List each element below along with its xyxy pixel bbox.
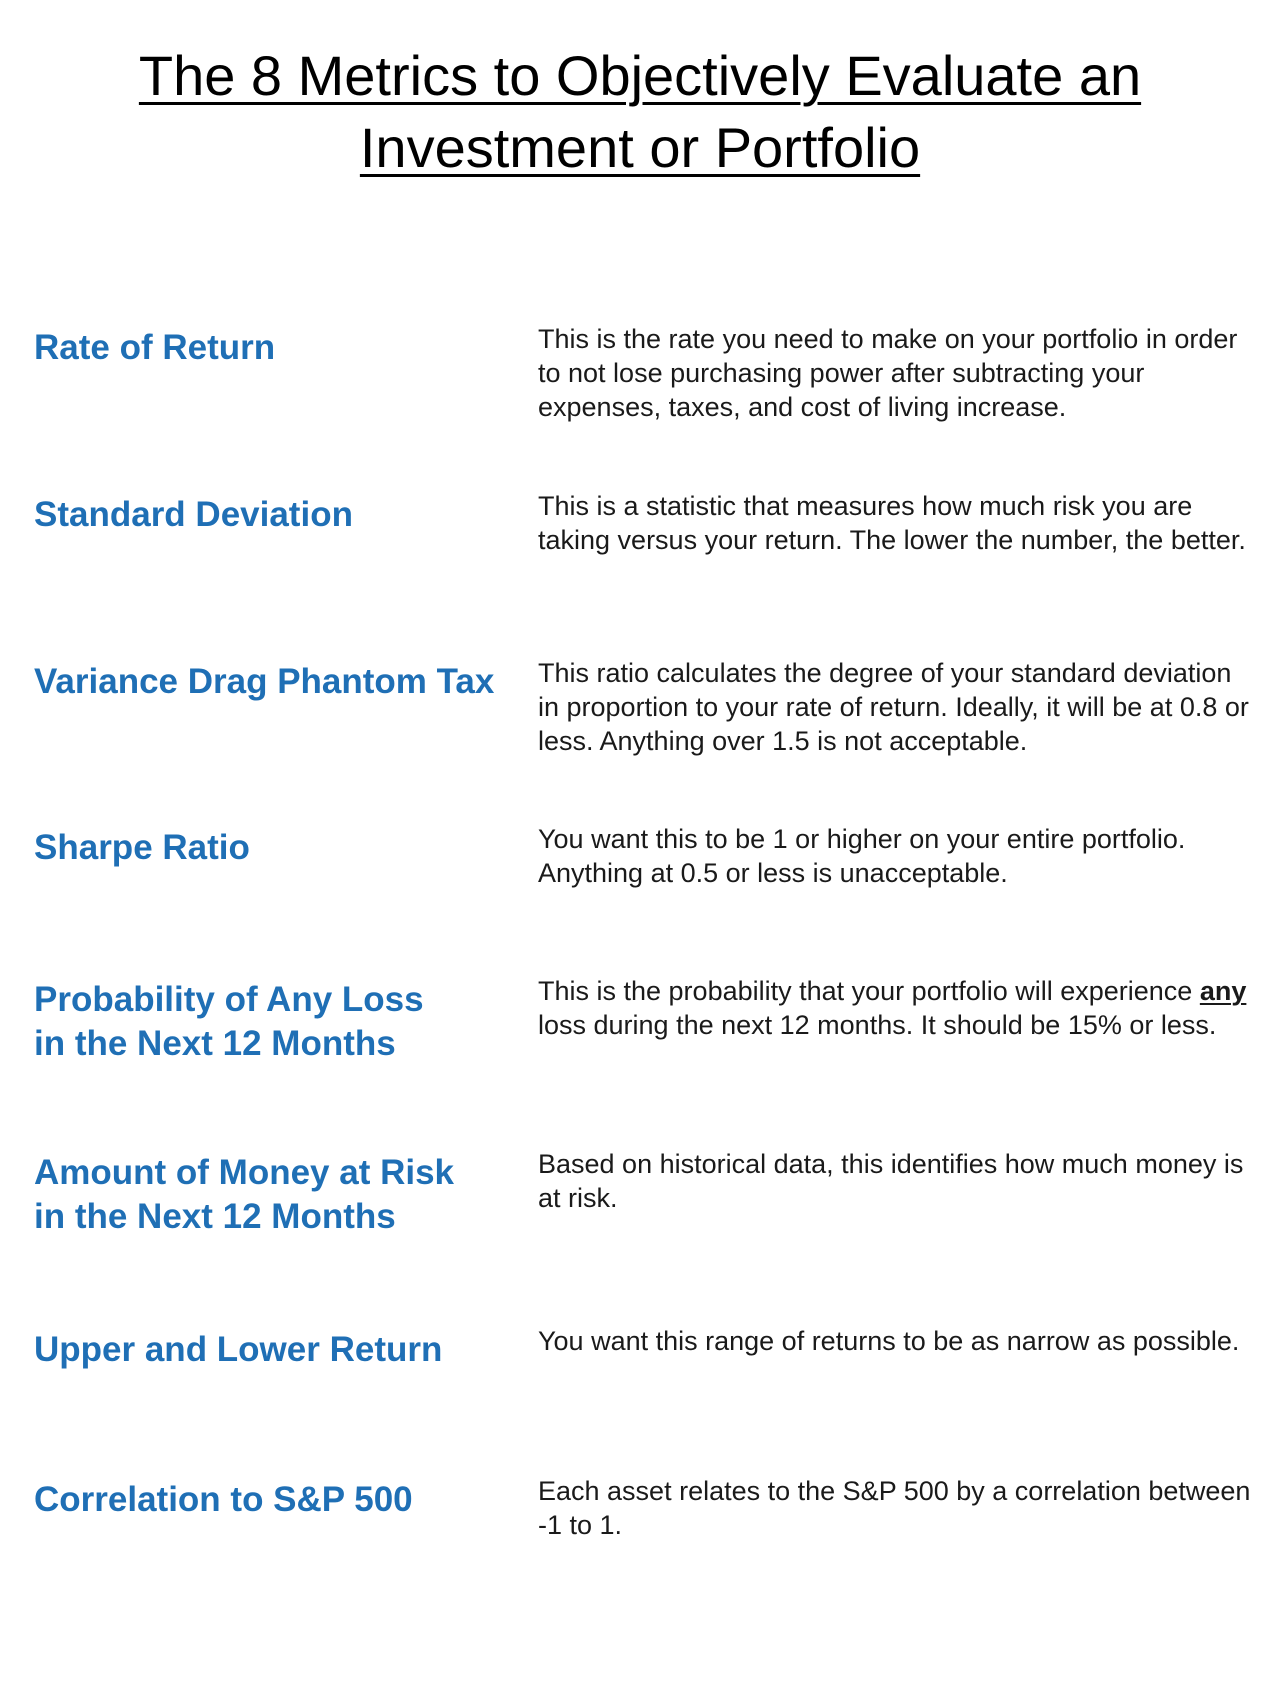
term-line: Correlation to S&P 500	[34, 1480, 413, 1519]
term-line: Probability of Any Loss	[34, 980, 424, 1019]
term-line: Variance Drag Phantom Tax	[34, 662, 495, 701]
definition-emphasis: any	[1199, 976, 1247, 1006]
definition-text: loss during the next 12 months. It should be 15% or less.	[538, 1010, 1217, 1040]
title-line-1: The 8 Metrics to Objectively Evaluate an	[138, 44, 1142, 107]
metric-term	[34, 660, 534, 704]
metric-term	[34, 978, 534, 1066]
definition-text: This is the probability that your portfolio will experience	[538, 976, 1193, 1006]
metric-definition: Each asset relates to the S&P 500 by a correlation between -1 to 1.	[538, 1476, 1251, 1540]
metric-definition: This is the rate you need to make on your portfolio in order to not lose purchasing power after subtracting your expenses, taxes, and cost of living increase.	[538, 324, 1238, 422]
page-title	[0, 40, 1280, 184]
metric-definition: Based on historical data, this identifies how much money is at risk.	[538, 1149, 1244, 1213]
term-line: in the Next 12 Months	[34, 1024, 396, 1063]
metric-term	[34, 826, 534, 870]
term-line: Sharpe Ratio	[34, 828, 250, 867]
metric-definition: You want this to be 1 or higher on your entire portfolio. Anything at 0.5 or less is unacceptable.	[538, 824, 1186, 888]
metric-definition: You want this range of returns to be as narrow as possible.	[538, 1326, 1240, 1356]
term-line: in the Next 12 Months	[34, 1197, 396, 1236]
term-line: Amount of Money at Risk	[34, 1153, 455, 1192]
metric-term	[34, 1151, 534, 1239]
term-line: Upper and Lower Return	[34, 1330, 443, 1369]
metric-term	[34, 1478, 534, 1522]
term-line: Standard Deviation	[34, 495, 353, 534]
metric-term	[34, 326, 534, 370]
metric-definition	[538, 974, 1258, 1042]
metric-definition: This is a statistic that measures how much risk you are taking versus your return. The lower the number, the better.	[538, 491, 1246, 555]
metric-definition: This ratio calculates the degree of your standard deviation in proportion to your rate of return. Ideally, it will be at 0.8 or less. Anything over 1.5 is not acceptable.	[538, 658, 1249, 756]
term-line: Rate of Return	[34, 328, 276, 367]
metric-term	[34, 1328, 534, 1372]
title-line-2: Investment or Portfolio	[359, 116, 921, 179]
metric-term	[34, 493, 534, 537]
